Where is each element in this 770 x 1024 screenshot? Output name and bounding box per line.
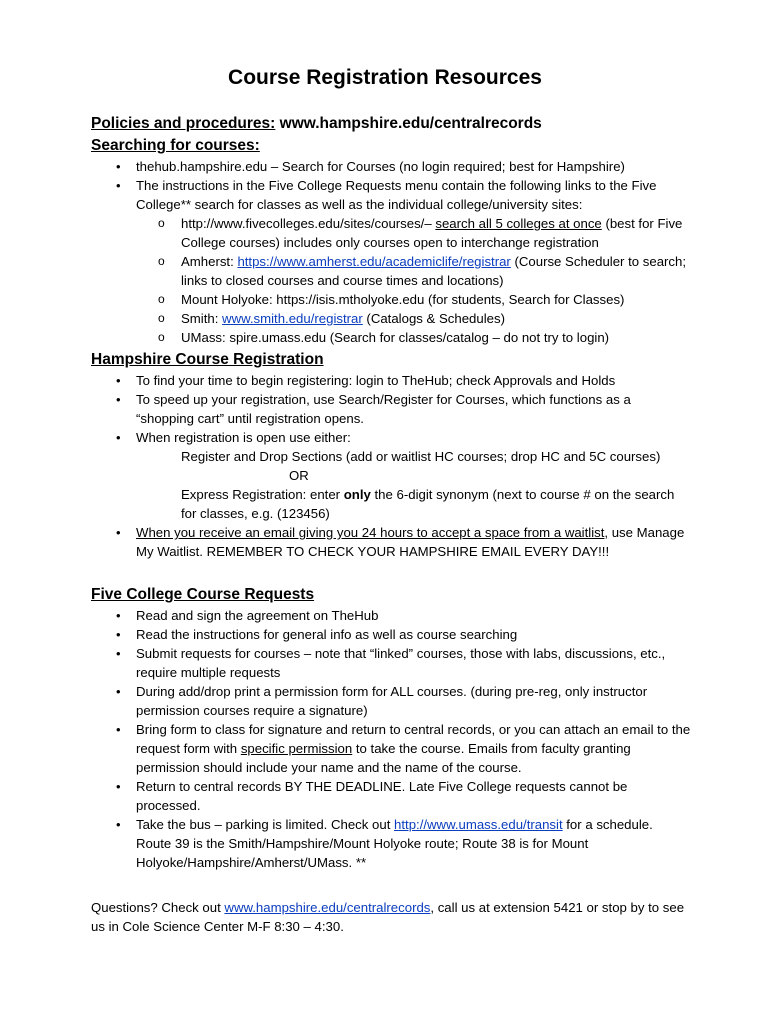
page-title: Course Registration Resources <box>228 66 542 89</box>
express-pre: Express Registration: enter <box>181 487 344 502</box>
searching-section <box>91 113 691 347</box>
list-item: • To find your time to begin registering: login to TheHub; check Approvals and Holds <box>91 371 691 390</box>
fivecollege-list <box>91 606 691 872</box>
smith-label: Smith: <box>181 311 223 326</box>
hampshire-list <box>91 371 691 447</box>
sub-list-item <box>91 252 691 290</box>
list-item <box>91 720 691 777</box>
policies-url[interactable]: www.hampshire.edu/centralrecords <box>279 115 542 132</box>
transit-link[interactable]: http://www.umass.edu/transit <box>394 817 563 832</box>
sub-list-item <box>91 309 691 328</box>
waitlist-rest: use Manage My Waitlist. REMEMBER TO CHECK YOUR HAMPSHIRE EMAIL EVERY DAY!!! <box>136 525 685 559</box>
searching-heading: Searching for courses: <box>91 137 260 154</box>
list-item: • When registration is open use either: <box>91 428 691 447</box>
list-item: • Read and sign the agreement on TheHub <box>91 606 691 625</box>
list-item: • Return to central records BY THE DEADLINE. Late Five College requests cannot be processed. <box>91 777 691 815</box>
fivecolleges-url: http://www.fivecolleges.edu/sites/courses/– <box>181 216 436 231</box>
fivecolleges-desc: (best for Five College courses) includes only courses open to interchange registration <box>181 216 683 250</box>
amherst-desc: (Course Scheduler to search; links to closed courses and course times and locations) <box>181 254 687 288</box>
centralrecords-link[interactable]: www.hampshire.edu/centralrecords <box>224 900 431 915</box>
option-register-drop: Register and Drop Sections (add or waitlist HC courses; drop HC and 5C courses) <box>181 449 661 464</box>
specific-permission: specific permission <box>240 741 353 756</box>
waitlist-email-text: When you receive an email giving you 24 hours to accept a space from a waitlist, <box>136 525 609 540</box>
questions-pre: Questions? Check out <box>91 900 225 915</box>
fivecolleges-search-link[interactable]: search all 5 colleges at once <box>435 216 602 231</box>
list-item <box>91 815 691 872</box>
express-bold: only <box>343 487 371 502</box>
list-item <box>91 523 691 561</box>
policies-line <box>91 113 691 135</box>
hampshire-heading: Hampshire Course Registration <box>91 351 324 368</box>
list-item: • The instructions in the Five College Requests menu contain the following links to the Five College** search for classes as well as the individual college/university sites: <box>91 176 691 214</box>
form-pre: Bring form to class for signature and return to central records, or you can attach an email to the request form with <box>136 722 691 756</box>
policies-label: Policies and procedures: <box>91 115 276 132</box>
sub-list-item: o UMass: spire.umass.edu (Search for classes/catalog – do not try to login) <box>91 328 691 347</box>
searching-list <box>91 157 691 347</box>
smith-link[interactable]: www.smith.edu/registrar <box>222 311 363 326</box>
sub-list-item: o Mount Holyoke: https://isis.mtholyoke.edu (for students, Search for Classes) <box>91 290 691 309</box>
hampshire-list-2 <box>91 523 691 561</box>
list-item: • During add/drop print a permission form for ALL courses. (during pre-reg, only instructor permission courses require a signature) <box>91 682 691 720</box>
bus-pre: Take the bus – parking is limited. Check out <box>136 817 395 832</box>
option-or: OR <box>289 468 309 483</box>
questions-paragraph <box>91 898 691 936</box>
list-item: • Read the instructions for general info as well as course searching <box>91 625 691 644</box>
list-item: • thehub.hampshire.edu – Search for Courses (no login required; best for Hampshire) <box>91 157 691 176</box>
express-post: the 6-digit synonym (next to course # on the search for classes, e.g. (123456) <box>181 487 675 521</box>
questions-post: , call us at extension 5421 or stop by to see us in Cole Science Center M-F 8:30 – 4:30. <box>91 900 685 934</box>
list-item: • To speed up your registration, use Search/Register for Courses, which functions as a “shopping cart” until registration opens. <box>91 390 691 428</box>
fivecollege-section <box>91 584 691 872</box>
sub-list-item <box>91 214 691 252</box>
bus-post: for a schedule. Route 39 is the Smith/Hampshire/Mount Holyoke route; Route 38 is for Mount Holyoke/Hampshire/Amherst/UMass. ** <box>136 817 653 870</box>
fivecollege-heading: Five College Course Requests <box>91 586 315 603</box>
amherst-label: Amherst: <box>181 254 238 269</box>
option-express <box>91 485 691 523</box>
form-post: to take the course. Emails from faculty granting permission should include your name and the name of the course. <box>136 741 631 775</box>
smith-desc: (Catalogs & Schedules) <box>362 311 505 326</box>
amherst-link[interactable]: https://www.amherst.edu/academiclife/registrar <box>237 254 511 269</box>
hampshire-section <box>91 349 691 561</box>
list-item: • Submit requests for courses – note that “linked” courses, those with labs, discussions, etc., require multiple requests <box>91 644 691 682</box>
